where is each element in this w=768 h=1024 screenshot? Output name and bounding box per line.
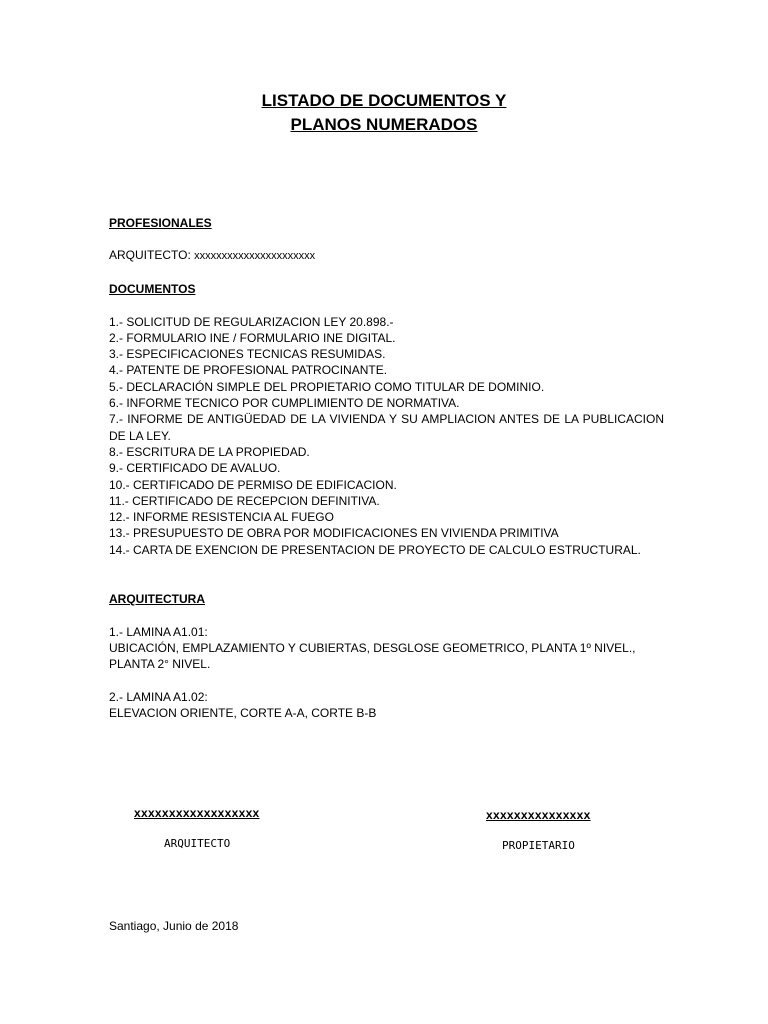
lamina-description: PLANTA 2° NIVEL. (109, 657, 211, 672)
documento-item: 3.- ESPECIFICACIONES TECNICAS RESUMIDAS. (109, 347, 386, 362)
title-line-1: LISTADO DE DOCUMENTOS Y (261, 91, 507, 110)
arquitectura-heading: ARQUITECTURA (109, 592, 205, 606)
documento-item: 2.- FORMULARIO INE / FORMULARIO INE DIGITAL. (109, 330, 396, 345)
documento-item: 1.- SOLICITUD DE REGULARIZACION LEY 20.898.- (109, 314, 394, 329)
documento-item: 13.- PRESUPUESTO DE OBRA POR MODIFICACIONES EN VIVIENDA PRIMITIVA (109, 526, 559, 541)
place-date: Santiago, Junio de 2018 (109, 919, 239, 933)
documento-item: 9.- CERTIFICADO DE AVALUO. (109, 461, 281, 476)
firma-propietario-line: xxxxxxxxxxxxxxx (486, 808, 591, 822)
documento-item: 4.- PATENTE DE PROFESIONAL PATROCINANTE. (109, 363, 388, 378)
documento-item: 11.- CERTIFICADO DE RECEPCION DEFINITIVA. (109, 493, 380, 508)
documento-item: 8.- ESCRITURA DE LA PROPIEDAD. (109, 444, 310, 459)
documento-item: 10.- CERTIFICADO DE PERMISO DE EDIFICACION. (109, 477, 397, 492)
documento-item: 7.- INFORME DE ANTIGÜEDAD DE LA VIVIENDA Y SU AMPLIACION ANTES DE LA PUBLICACION DE LA LEY. (109, 412, 664, 443)
documento-item: 5.- DECLARACIÓN SIMPLE DEL PROPIETARIO COMO TITULAR DE DOMINIO. (109, 379, 545, 394)
documentos-section (109, 281, 664, 558)
arquitecto-row (109, 247, 664, 264)
firma-propietario-role: PROPIETARIO (502, 839, 575, 852)
arquitecto-value: xxxxxxxxxxxxxxxxxxxxxx (194, 250, 316, 263)
document-title (0, 89, 768, 137)
arquitecto-label: ARQUITECTO: (109, 248, 191, 263)
documento-item: 14.- CARTA DE EXENCION DE PRESENTACION DE PROYECTO DE CALCULO ESTRUCTURAL. (109, 542, 641, 557)
lamina-description: UBICACIÓN, EMPLAZAMIENTO Y CUBIERTAS, DESGLOSE GEOMETRICO, PLANTA 1º NIVEL., (109, 640, 636, 655)
profesionales-section (109, 215, 664, 265)
firma-arquitecto-role: ARQUITECTO (164, 837, 231, 850)
lamina-name: 1.- LAMINA A1.01: (109, 624, 208, 639)
documento-item: 12.- INFORME RESISTENCIA AL FUEGO (109, 510, 334, 525)
firma-arquitecto (134, 806, 260, 820)
documento-item: 6.- INFORME TECNICO POR CUMPLIMIENTO DE NORMATIVA. (109, 396, 460, 411)
lamina-name: 2.- LAMINA A1.02: (109, 689, 208, 704)
lamina-description: ELEVACION ORIENTE, CORTE A-A, CORTE B-B (109, 706, 377, 721)
profesionales-heading: PROFESIONALES (109, 216, 212, 230)
documentos-heading: DOCUMENTOS (109, 282, 196, 296)
title-line-2: PLANOS NUMERADOS (290, 115, 478, 134)
firma-arquitecto-line: xxxxxxxxxxxxxxxxxx (134, 806, 260, 820)
firma-propietario (486, 808, 591, 822)
arquitectura-section (109, 591, 664, 721)
